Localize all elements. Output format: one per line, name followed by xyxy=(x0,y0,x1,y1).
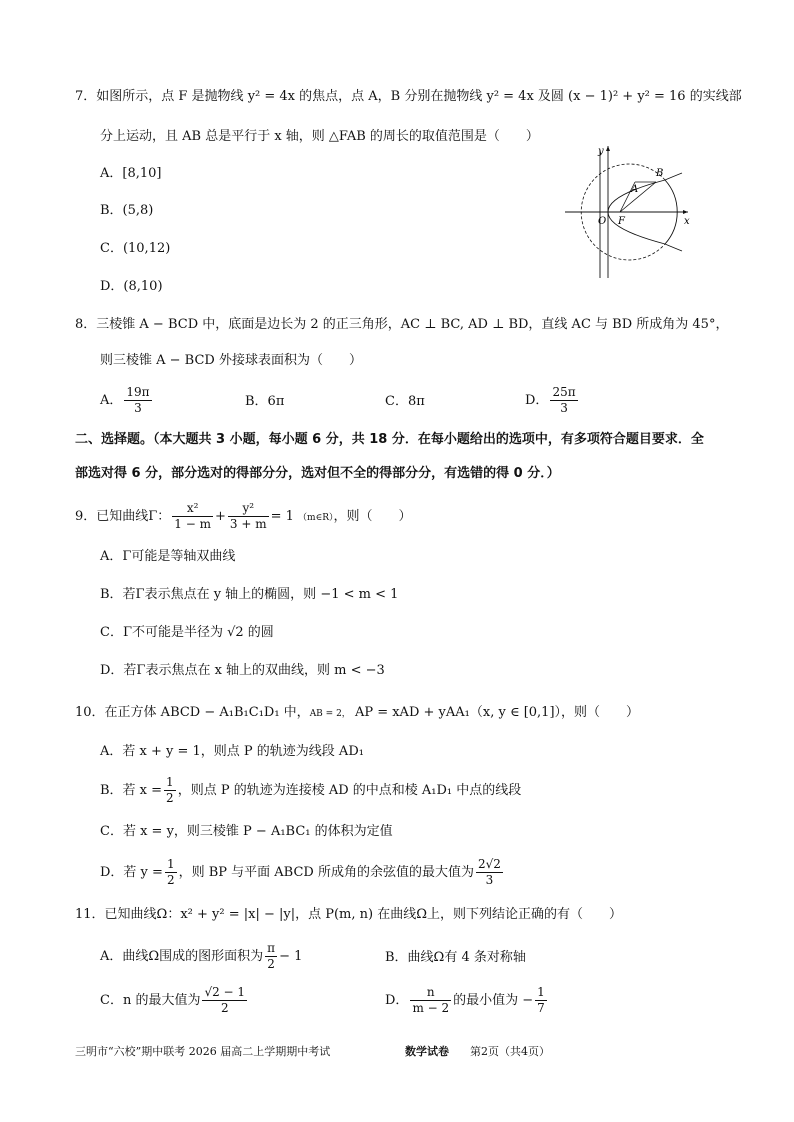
q11-option-a-den: 2 xyxy=(267,957,275,971)
q10-range: （x, y ∈ [0,1]），则（ ） xyxy=(469,705,640,720)
x-axis-arrow xyxy=(683,210,688,214)
q7-option-d: D．(8,10) xyxy=(100,279,163,294)
q10-option-c: C．若 x = y，则三棱锥 P − A₁BC₁ 的体积为定值 xyxy=(100,824,393,839)
q7-stem-line1: 7．如图所示，点 F 是抛物线 y² = 4x 的焦点，点 A，B 分别在抛物线 y² = 4x 及圆 (x − 1)² + y² = 16 的实线部 xyxy=(75,89,742,104)
q9-fraction-2 xyxy=(228,501,269,532)
q9-stem-post: ，则（ ） xyxy=(333,509,412,524)
q8-option-c: C．8π xyxy=(385,394,425,409)
q11-stem: 11．已知曲线Ω：x² + y² = |x| − |y|，点 P(m, n) 在曲线Ω上，则下列结论正确的有（ ） xyxy=(75,907,622,922)
q9-fraction-1 xyxy=(172,501,213,532)
q7-option-a: A．[8,10] xyxy=(100,166,162,181)
q9-condition: （m∈R） xyxy=(298,513,334,523)
q10-option-d xyxy=(100,856,505,890)
q11-option-d xyxy=(385,984,549,1018)
q8-stem-line1: 8．三棱锥 A − BCD 中，底面是边长为 2 的正三角形，AC ⊥ BC, AD ⊥ BD，直线 AC 与 BD 所成角为 45°， xyxy=(75,317,729,332)
q8-option-a-label: A． xyxy=(100,393,123,408)
q10-option-d-fraction xyxy=(165,857,177,888)
q9-stem xyxy=(75,500,412,535)
q11-option-d-result-num: 1 xyxy=(537,985,545,999)
q10-option-b-num: 1 xyxy=(166,775,174,789)
q9-option-c: C．Γ不可能是半径为 √2 的圆 xyxy=(100,625,274,640)
q10-option-d-pre: D．若 y = xyxy=(100,865,163,880)
q10-stem-pre: 10．在正方体 ABCD − A₁B₁C₁D₁ 中， xyxy=(75,705,310,720)
q10-option-b-post: ，则点 P 的轨迹为连接棱 AD 的中点和棱 A₁D₁ 中点的线段 xyxy=(177,783,522,798)
q9-frac2-num: y² xyxy=(228,501,269,517)
label-y: y xyxy=(598,146,604,157)
q9-plus: + xyxy=(215,509,226,524)
q10-ab: AB = 2， xyxy=(309,709,351,719)
q10-option-d-result-num: 2√2 xyxy=(477,857,501,871)
q7-stem-line2: 分上运动，且 AB 总是平行于 x 轴，则 △FAB 的周长的取值范围是（ ） xyxy=(100,129,539,144)
q11-option-a xyxy=(100,940,302,974)
parabola-lower-extension xyxy=(665,244,682,251)
q9-frac1-num: x² xyxy=(172,501,213,517)
label-a: A xyxy=(631,184,639,195)
label-b: B xyxy=(656,168,664,179)
q11-option-d-num: n xyxy=(410,985,451,1001)
q10-option-b-pre: B．若 x = xyxy=(100,783,163,798)
footer-page-number: 第2页（共4页） xyxy=(470,1045,550,1058)
q10-option-d-num: 1 xyxy=(166,857,175,871)
footer-subject: 数学试卷 xyxy=(405,1045,449,1058)
q8-option-d-fraction xyxy=(550,385,577,416)
q8-option-d-den: 3 xyxy=(560,401,568,415)
q11-option-b: B．曲线Ω有 4 条对称轴 xyxy=(385,950,526,965)
q11-option-d-den: m − 2 xyxy=(412,1001,450,1015)
q11-option-a-num: π xyxy=(267,941,276,955)
q10-stem xyxy=(75,704,639,723)
q10-vector-equation: AP = xAD + yAA₁ xyxy=(354,705,470,720)
q9-eq: = 1 xyxy=(270,509,294,524)
label-f: F xyxy=(618,216,625,227)
q8-option-a-fraction xyxy=(124,385,151,416)
q8-stem-line2: 则三棱锥 A − BCD 外接球表面积为（ ） xyxy=(100,353,362,368)
y-axis-arrow xyxy=(606,146,610,151)
q11-option-d-result-den: 7 xyxy=(537,1001,545,1015)
q11-option-c-pre: C．n 的最大值为 xyxy=(100,993,201,1008)
q8-option-d xyxy=(525,384,580,418)
q11-option-a-pre: A．曲线Ω围成的图形面积为 xyxy=(100,949,264,964)
q10-option-b-den: 2 xyxy=(166,791,174,805)
q9-stem-pre: 9．已知曲线Γ： xyxy=(75,509,171,524)
footer-exam-name: 三明市“六校”期中联考 2026 届高二上学期期中考试 xyxy=(75,1045,331,1058)
q7-option-c: C．(10,12) xyxy=(100,241,171,256)
q8-option-a-num: 19π xyxy=(126,385,150,399)
q10-option-d-result xyxy=(476,857,503,888)
q9-option-b: B．若Γ表示焦点在 y 轴上的椭圆，则 −1 < m < 1 xyxy=(100,587,399,602)
q11-option-a-post: − 1 xyxy=(279,949,303,964)
label-x: x xyxy=(684,216,690,227)
q8-option-a xyxy=(100,384,154,418)
section2-heading-line2: 部选对得 6 分，部分选对的得部分分，选对但不全的得部分分，有选错的得 0 分．） xyxy=(75,466,560,481)
q10-option-d-den: 2 xyxy=(166,873,175,887)
q9-option-a: A．Γ可能是等轴双曲线 xyxy=(100,549,236,564)
q10-option-d-mid: ，则 BP 与平面 ABCD 所成角的余弦值的最大值为 xyxy=(178,865,474,880)
q11-option-c-den: 2 xyxy=(220,1001,229,1015)
q11-option-c-fraction xyxy=(202,985,247,1016)
q9-option-d: D．若Γ表示焦点在 x 轴上的双曲线，则 m < −3 xyxy=(100,663,385,678)
q8-option-d-label: D． xyxy=(525,393,549,408)
q11-option-c-num: √2 − 1 xyxy=(204,985,246,999)
q9-frac1-den: 1 − m xyxy=(174,517,211,531)
q11-option-a-fraction xyxy=(265,941,277,972)
q10-option-d-result-den: 3 xyxy=(485,873,494,887)
q10-option-b xyxy=(100,774,521,808)
q7-figure xyxy=(560,140,700,280)
label-o: O xyxy=(598,216,607,227)
q11-option-d-result xyxy=(535,985,547,1016)
q11-option-c xyxy=(100,984,249,1018)
q8-option-a-den: 3 xyxy=(134,401,142,415)
q10-option-a: A．若 x + y = 1，则点 P 的轨迹为线段 AD₁ xyxy=(100,744,364,759)
q8-option-b: B．6π xyxy=(245,394,285,409)
q11-option-d-pre: D． xyxy=(385,993,409,1008)
parabola-upper-extension xyxy=(665,173,682,180)
q11-option-d-fraction xyxy=(410,985,451,1016)
q9-frac2-den: 3 + m xyxy=(229,517,267,531)
q10-option-b-fraction xyxy=(164,775,176,806)
q7-option-b: B．(5,8) xyxy=(100,203,154,218)
q8-option-d-num: 25π xyxy=(552,385,576,399)
q11-option-d-mid: 的最小值为 − xyxy=(453,993,534,1008)
section2-heading-line1: 二、选择题。（本大题共 3 小题，每小题 6 分，共 18 分．在每小题给出的选项中，有多项符合题目要求．全 xyxy=(75,432,704,447)
